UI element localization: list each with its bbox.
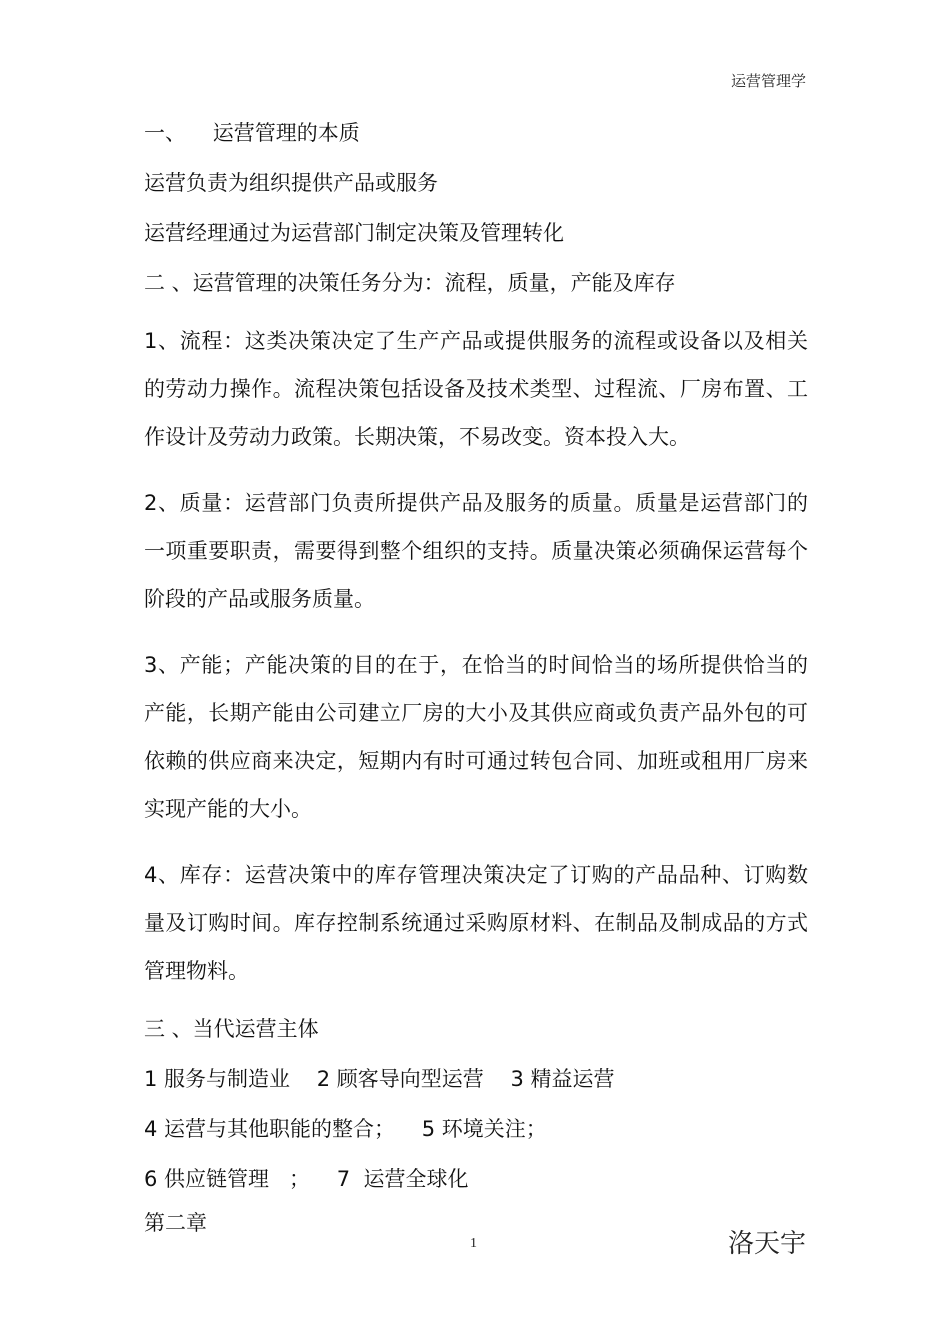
list-line: 1 服务与制造业 2 顾客导向型运营 3 精益运营	[144, 1067, 615, 1091]
author-name: 洛天宇	[727, 1229, 806, 1259]
heading-2: 二 、运营管理的决策任务分为：流程，质量，产能及库存	[144, 271, 676, 295]
text-line: 运营负责为组织提供产品或服务	[144, 171, 438, 195]
paragraph-process: 1、流程：这类决策决定了生产产品或提供服务的流程或设备以及相关的劳动力操作。流程决策包括设备及技术类型、过程流、厂房布置、工作设计及劳动力政策。长期决策，不易改变。资本投入大。	[144, 329, 808, 449]
header-title: 运营管理学	[730, 72, 806, 90]
paragraph-quality: 2、质量：运营部门负责所提供产品及服务的质量。质量是运营部门的一项重要职责，需要得到整个组织的支持。质量决策必须确保运营每个阶段的产品或服务质量。	[144, 491, 808, 611]
page-number: 1	[470, 1236, 477, 1251]
list-line: 6 供应链管理 ； 7 运营全球化	[144, 1167, 469, 1191]
text-line: 运营经理通过为运营部门制定决策及管理转化	[144, 221, 564, 245]
paragraph-inventory: 4、库存：运营决策中的库存管理决策决定了订购的产品品种、订购数量及订购时间。库存控制系统通过采购原材料、在制品及制成品的方式管理物料。	[144, 863, 808, 983]
chapter-heading: 第二章	[144, 1211, 207, 1235]
list-line: 4 运营与其他职能的整合； 5 环境关注；	[144, 1117, 547, 1141]
paragraph-capacity: 3、产能；产能决策的目的在于，在恰当的时间恰当的场所提供恰当的产能，长期产能由公司建立厂房的大小及其供应商或负责产品外包的可依赖的供应商来决定，短期内有时可通过转包合同、加班或租用厂房来实现产能的大小。	[144, 653, 808, 821]
heading-3: 三 、当代运营主体	[144, 1017, 319, 1041]
document-body	[144, 117, 808, 1239]
heading-1: 一、 运营管理的本质	[144, 121, 360, 145]
